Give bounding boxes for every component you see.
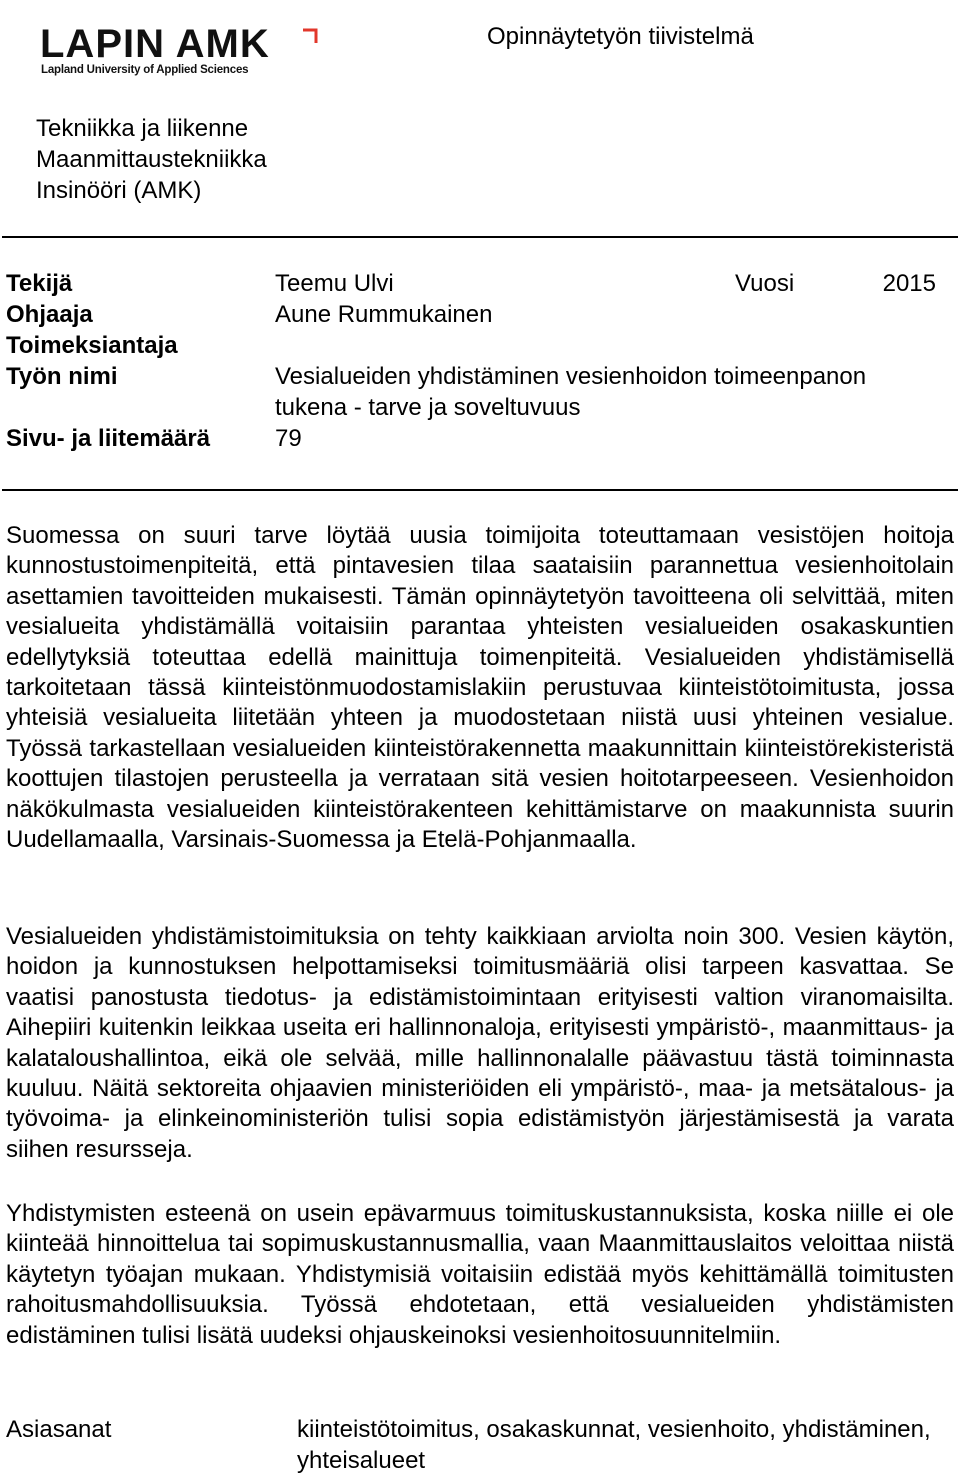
author-label: Tekijä: [6, 270, 73, 297]
meta-row-supervisor: [6, 299, 936, 330]
document-type: Opinnäytetyön tiivistelmä: [487, 23, 754, 50]
divider-middle: [2, 489, 958, 491]
divider-top: [2, 236, 958, 238]
department-faculty: Tekniikka ja liikenne: [36, 115, 249, 142]
meta-row-commissioner: [6, 330, 936, 361]
logo-corner-mark-icon: [302, 28, 318, 44]
logo-subtitle: Lapland University of Applied Sciences: [41, 64, 249, 76]
pages-value: 79: [275, 425, 302, 452]
title-value-line2: tukena - tarve ja soveltuvuus: [275, 394, 581, 421]
author-value: Teemu Ulvi: [275, 270, 394, 297]
meta-row-title: [6, 361, 936, 392]
title-value-line1: Vesialueiden yhdistäminen vesienhoidon toimeenpanon: [275, 363, 867, 390]
keywords-value: kiinteistötoimitus, osakaskunnat, vesienhoito, yhdistäminen, yhteisalueet: [297, 1416, 931, 1474]
department-block: [36, 113, 267, 206]
commissioner-label: Toimeksiantaja: [6, 332, 178, 359]
abstract-paragraph-2: Vesialueiden yhdistämistoimituksia on tehty kaikkiaan arviolta noin 300. Vesien käytön, hoidon ja kunnostuksen helpottamiseksi toimitusmääriä olisi tarpeen kasvattaa. Se vaatisi panostusta tiedotus- ja edistämistoimintaan erityisesti valtion viranomaisilta. Aihepiiri kuitenkin leikkaa useita eri hallinnonaloja, erityisesti ympäristö-, maanmittaus- ja kalataloushallintoa, eikä ole selvää, mille hallinnonalalle päävastuu tästä toiminnasta kuuluu. Näitä sektoreita ohjaavien ministeriöiden eli ympäristö-, maa- ja metsätalous- ja työvoima- ja elinkeinoministeriön tulisi sopia edistämistyön järjestämisestä ja varata siihen resursseja.: [6, 923, 954, 1163]
abstract-paragraph-3: Yhdistymisten esteenä on usein epävarmuus toimituskustannuksista, koska niille ei ole kiinteää hinnoittelua tai sopimuskustannusmallia, vaan Maanmittauslaitos veloittaa niistä käytetyn työajan mukaan. Yhdistymisiä voitaisiin edistää myös kehittämällä toimitusten rahoitusmahdollisuuksia. Työssä ehdotetaan, että vesialueiden yhdistämisten edistäminen tulisi lisätä uudeksi ohjauskeinoksi vesienhoitosuunnitelmiin.: [6, 1200, 954, 1349]
meta-row-author: [6, 268, 936, 299]
pages-label: Sivu- ja liitemäärä: [6, 425, 211, 452]
title-label: Työn nimi: [6, 363, 118, 390]
meta-row-pages: [6, 423, 936, 454]
year-label: Vuosi: [735, 270, 795, 297]
thesis-metadata: [6, 268, 936, 454]
abstract-paragraph-1: Suomessa on suuri tarve löytää uusia toimijoita toteuttamaan vesistöjen hoitoja kunnostustoimenpiteitä, että pintavesien tilaa saataisiin parannettua vesienhoitolain asettamien tavoitteiden mukaisesti. Tämän opinnäytetyön tavoitteena oli selvittää, miten vesialueita yhdistämällä voitaisiin parantaa yhteisten vesialueiden osakaskuntien edellytyksiä toteuttaa edellä mainittuja toimenpiteitä. Vesialueiden yhdistämisellä tarkoitetaan tässä kiinteistönmuodostamislakiin perustuvaa kiinteistötoimitusta, jossa yhteisiä vesialueita liitetään yhteen ja muodostetaan niistä uusi yhteinen vesialue. Työssä tarkastellaan vesialueiden kiinteistörakennetta maakunnittain kiinteistörekisteristä koottujen tilastojen perusteella ja verrataan sitä vesien hoitotarpeeseen. Vesienhoidon näkökulmasta vesialueiden kiinteistörakenteen kehittämistarve on maakunnista suurin Uudellamaalla, Varsinais-Suomessa ja Etelä-Pohjanmaalla.: [6, 522, 954, 854]
department-degree: Insinööri (AMK): [36, 177, 202, 204]
meta-row-title-cont: [6, 392, 936, 423]
year-value: 2015: [882, 270, 936, 297]
logo-wordmark: LAPIN AMK: [40, 22, 270, 66]
lapin-amk-logo: [40, 14, 285, 80]
supervisor-label: Ohjaaja: [6, 301, 93, 328]
department-programme: Maanmittaustekniikka: [36, 146, 267, 173]
supervisor-value: Aune Rummukainen: [275, 301, 493, 328]
keywords-label: Asiasanat: [6, 1416, 112, 1443]
